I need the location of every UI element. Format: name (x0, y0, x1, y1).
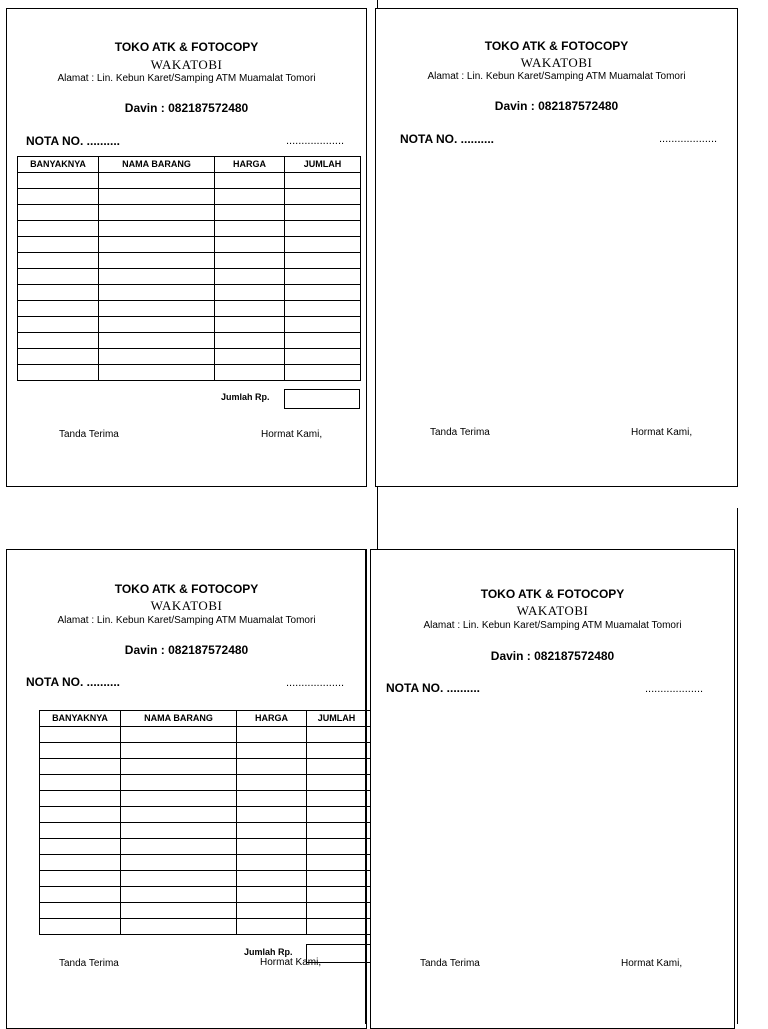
table-row (18, 269, 361, 285)
table-cell[interactable] (237, 887, 307, 903)
table-cell[interactable] (285, 221, 361, 237)
table-cell[interactable] (40, 855, 121, 871)
table-row (40, 855, 383, 871)
table-cell[interactable] (18, 349, 99, 365)
table-cell[interactable] (40, 871, 121, 887)
page-edge-right (737, 508, 738, 1024)
table-row (40, 823, 383, 839)
column-item-name: NAMA BARANG (99, 157, 215, 173)
table-cell[interactable] (237, 919, 307, 935)
table-cell[interactable] (285, 269, 361, 285)
table-cell[interactable] (285, 173, 361, 189)
table-cell[interactable] (121, 791, 237, 807)
table-cell[interactable] (237, 903, 307, 919)
table-cell[interactable] (215, 221, 285, 237)
table-cell[interactable] (121, 823, 237, 839)
table-cell[interactable] (237, 839, 307, 855)
table-cell[interactable] (18, 189, 99, 205)
table-cell[interactable] (121, 743, 237, 759)
receiver-signature-label: Tanda Terima (59, 958, 119, 969)
table-cell[interactable] (18, 237, 99, 253)
table-cell[interactable] (18, 317, 99, 333)
sender-signature-label: Hormat Kami, (261, 429, 323, 440)
table-row (18, 317, 361, 333)
shop-city: WAKATOBI (520, 55, 593, 70)
column-item-name: NAMA BARANG (121, 711, 237, 727)
table-cell[interactable] (285, 237, 361, 253)
table-cell[interactable] (237, 775, 307, 791)
table-cell[interactable] (307, 839, 367, 855)
table-cell[interactable] (307, 759, 367, 775)
table-cell[interactable] (215, 365, 285, 381)
table-cell[interactable] (215, 301, 285, 317)
table-cell[interactable] (99, 253, 215, 269)
table-row (18, 237, 361, 253)
total-box (284, 389, 360, 409)
table-cell[interactable] (40, 727, 121, 743)
table-cell[interactable] (40, 887, 121, 903)
column-amount: JUMLAH (307, 711, 367, 727)
receiver-signature-label: Tanda Terima (59, 429, 119, 440)
table-cell[interactable] (237, 759, 307, 775)
table-row (18, 205, 361, 221)
table-row (40, 775, 383, 791)
table-row (40, 887, 383, 903)
shop-name: TOKO ATK & FOTOCOPY (484, 39, 629, 53)
date-field: ................... (286, 677, 345, 689)
total-label: Jumlah Rp. (221, 392, 270, 402)
date-field: ................... (659, 133, 718, 145)
table-row (40, 903, 383, 919)
table-cell[interactable] (99, 317, 215, 333)
table-row (40, 871, 383, 887)
table-cell[interactable] (99, 173, 215, 189)
nota-number: NOTA NO. .......... (386, 681, 481, 695)
sender-signature-label: Hormat Kami, (631, 427, 693, 438)
table-cell[interactable] (99, 237, 215, 253)
table-cell[interactable] (121, 759, 237, 775)
table-row (18, 221, 361, 237)
table-cell[interactable] (99, 349, 215, 365)
table-cell[interactable] (40, 823, 121, 839)
table-cell[interactable] (18, 301, 99, 317)
table-cell[interactable] (18, 173, 99, 189)
table-cell[interactable] (99, 285, 215, 301)
table-cell[interactable] (18, 205, 99, 221)
table-cell[interactable] (237, 727, 307, 743)
table-cell[interactable] (121, 839, 237, 855)
table-cell[interactable] (121, 855, 237, 871)
table-cell[interactable] (18, 285, 99, 301)
table-cell[interactable] (215, 285, 285, 301)
table-row (18, 333, 361, 349)
table-body (18, 173, 361, 381)
table-cell[interactable] (99, 365, 215, 381)
sender-signature-label: Hormat Kami, (621, 958, 683, 969)
table-cell[interactable] (40, 807, 121, 823)
table-cell[interactable] (99, 333, 215, 349)
table-header-row (18, 157, 361, 173)
column-quantity: BANYAKNYA (18, 157, 99, 173)
table-cell[interactable] (285, 189, 361, 205)
table-cell[interactable] (121, 903, 237, 919)
table-cell[interactable] (307, 791, 367, 807)
table-cell[interactable] (237, 807, 307, 823)
table-row (40, 807, 383, 823)
table-cell[interactable] (237, 855, 307, 871)
table-cell[interactable] (18, 269, 99, 285)
total-label: Jumlah Rp. (244, 947, 293, 957)
invoice-table (39, 710, 383, 935)
table-cell[interactable] (215, 317, 285, 333)
table-cell[interactable] (285, 301, 361, 317)
table-cell[interactable] (121, 887, 237, 903)
table-cell[interactable] (215, 253, 285, 269)
table-cell[interactable] (215, 237, 285, 253)
table-cell[interactable] (121, 727, 237, 743)
column-quantity: BANYAKNYA (40, 711, 121, 727)
table-cell[interactable] (40, 743, 121, 759)
table-cell[interactable] (215, 205, 285, 221)
table-cell[interactable] (285, 333, 361, 349)
table-row (18, 173, 361, 189)
table-cell[interactable] (285, 205, 361, 221)
receipt-card-top-right (375, 8, 738, 487)
shop-address: Alamat : Lin. Kebun Karet/Samping ATM Muamalat Tomori (57, 615, 316, 626)
column-price: HARGA (237, 711, 307, 727)
table-row (40, 727, 383, 743)
shop-contact: Davin : 082187572480 (494, 99, 619, 113)
table-cell[interactable] (237, 791, 307, 807)
shop-name: TOKO ATK & FOTOCOPY (114, 40, 259, 54)
table-row (40, 919, 383, 935)
table-row (18, 189, 361, 205)
table-cell[interactable] (40, 903, 121, 919)
date-field: ................... (286, 135, 345, 147)
table-cell[interactable] (121, 919, 237, 935)
date-field: ................... (645, 683, 704, 695)
nota-number: NOTA NO. .......... (26, 675, 121, 689)
receiver-signature-label: Tanda Terima (430, 427, 490, 438)
table-cell[interactable] (99, 221, 215, 237)
receipt-card-top-left (6, 8, 367, 487)
table-cell[interactable] (285, 317, 361, 333)
shop-contact: Davin : 082187572480 (124, 101, 249, 115)
table-cell[interactable] (307, 887, 367, 903)
shop-address: Alamat : Lin. Kebun Karet/Samping ATM Muamalat Tomori (427, 71, 686, 82)
table-cell[interactable] (237, 871, 307, 887)
table-cell[interactable] (18, 221, 99, 237)
table-row (18, 301, 361, 317)
shop-contact: Davin : 082187572480 (124, 643, 249, 657)
column-price: HARGA (215, 157, 285, 173)
table-cell[interactable] (121, 807, 237, 823)
shop-contact: Davin : 082187572480 (490, 649, 615, 663)
table-body (40, 727, 383, 935)
table-cell[interactable] (40, 775, 121, 791)
table-cell[interactable] (307, 903, 367, 919)
sender-signature-label: Hormat Kami, (260, 957, 322, 968)
table-cell[interactable] (307, 743, 367, 759)
table-row (40, 743, 383, 759)
table-cell[interactable] (99, 269, 215, 285)
shop-address: Alamat : Lin. Kebun Karet/Samping ATM Muamalat Tomori (57, 73, 316, 84)
table-cell[interactable] (40, 839, 121, 855)
table-cell[interactable] (307, 871, 367, 887)
table-header-row (40, 711, 383, 727)
receipt-card-bottom-right (370, 549, 735, 1029)
table-cell[interactable] (285, 365, 361, 381)
column-amount: JUMLAH (285, 157, 361, 173)
shop-name: TOKO ATK & FOTOCOPY (114, 582, 259, 596)
table-cell[interactable] (307, 919, 367, 935)
table-row (18, 365, 361, 381)
table-row (18, 253, 361, 269)
table-cell[interactable] (285, 285, 361, 301)
table-row (40, 791, 383, 807)
table-cell[interactable] (307, 823, 367, 839)
invoice-table (17, 156, 361, 381)
receiver-signature-label: Tanda Terima (420, 958, 480, 969)
nota-number: NOTA NO. .......... (26, 134, 121, 148)
table-cell[interactable] (307, 775, 367, 791)
table-cell[interactable] (215, 349, 285, 365)
table-cell[interactable] (99, 189, 215, 205)
table-cell[interactable] (307, 807, 367, 823)
shop-name: TOKO ATK & FOTOCOPY (480, 587, 625, 601)
table-cell[interactable] (121, 775, 237, 791)
table-cell[interactable] (121, 871, 237, 887)
table-cell[interactable] (99, 301, 215, 317)
table-cell[interactable] (307, 855, 367, 871)
table-row (18, 349, 361, 365)
table-cell[interactable] (215, 189, 285, 205)
table-cell[interactable] (18, 253, 99, 269)
table-cell[interactable] (40, 919, 121, 935)
table-cell[interactable] (215, 333, 285, 349)
table-cell[interactable] (18, 365, 99, 381)
table-cell[interactable] (237, 823, 307, 839)
table-row (40, 839, 383, 855)
table-row (18, 285, 361, 301)
table-cell[interactable] (18, 333, 99, 349)
nota-number: NOTA NO. .......... (400, 132, 495, 146)
table-cell[interactable] (40, 759, 121, 775)
table-cell[interactable] (307, 727, 367, 743)
table-cell[interactable] (99, 205, 215, 221)
divider-line (365, 549, 367, 1024)
shop-address: Alamat : Lin. Kebun Karet/Samping ATM Muamalat Tomori (423, 620, 682, 631)
table-cell[interactable] (285, 349, 361, 365)
shop-city: WAKATOBI (516, 603, 589, 618)
table-cell[interactable] (237, 743, 307, 759)
table-cell[interactable] (285, 253, 361, 269)
table-cell[interactable] (215, 269, 285, 285)
table-row (40, 759, 383, 775)
shop-city: WAKATOBI (150, 598, 223, 613)
table-cell[interactable] (215, 173, 285, 189)
table-cell[interactable] (40, 791, 121, 807)
shop-city: WAKATOBI (150, 57, 223, 72)
